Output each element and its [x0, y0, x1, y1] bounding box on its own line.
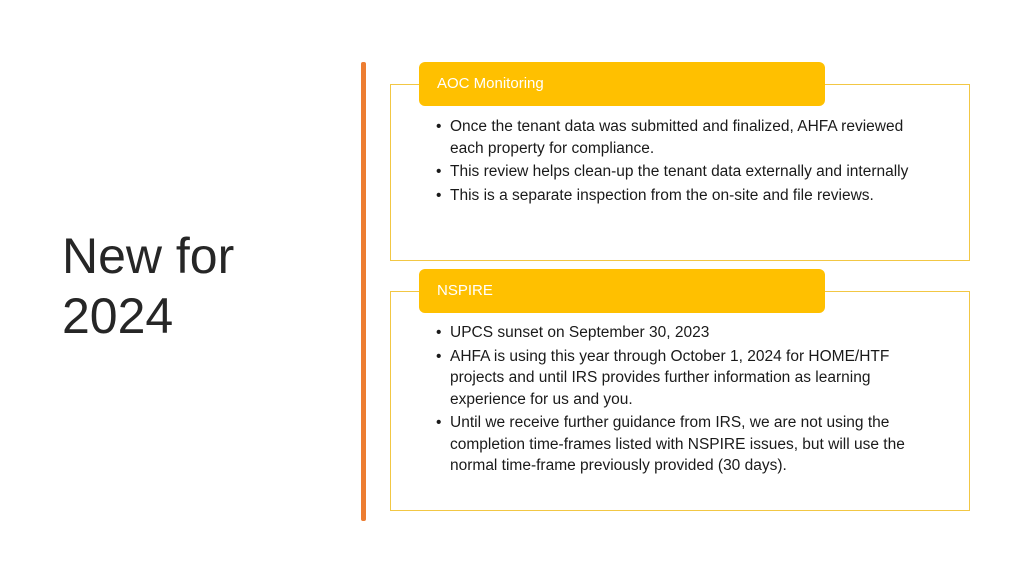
bullet-item: • This is a separate inspection from the on-site and file reviews. — [436, 185, 926, 207]
section-header-aoc-monitoring: AOC Monitoring — [419, 62, 825, 106]
bullet-list-nspire — [436, 322, 926, 479]
slide-title-line-2: 2024 — [62, 288, 174, 344]
vertical-accent-bar — [361, 62, 366, 521]
bullet-item: • This review helps clean-up the tenant data externally and internally — [436, 161, 926, 183]
bullet-item: • UPCS sunset on September 30, 2023 — [436, 322, 926, 344]
bullet-item: • Once the tenant data was submitted and finalized, AHFA reviewed each property for compliance. — [436, 116, 926, 159]
bullet-item: • AHFA is using this year through October 1, 2024 for HOME/HTF projects and until IRS provides further information as learning experience for us and you. — [436, 346, 926, 411]
bullet-item: • Until we receive further guidance from IRS, we are not using the completion time-frames listed with NSPIRE issues, but will use the normal time-frame previously provided (30 days). — [436, 412, 926, 477]
section-header-nspire: NSPIRE — [419, 269, 825, 313]
slide-title — [62, 226, 322, 346]
bullet-list-aoc-monitoring — [436, 116, 926, 208]
slide-title-line-1: New for — [62, 228, 235, 284]
